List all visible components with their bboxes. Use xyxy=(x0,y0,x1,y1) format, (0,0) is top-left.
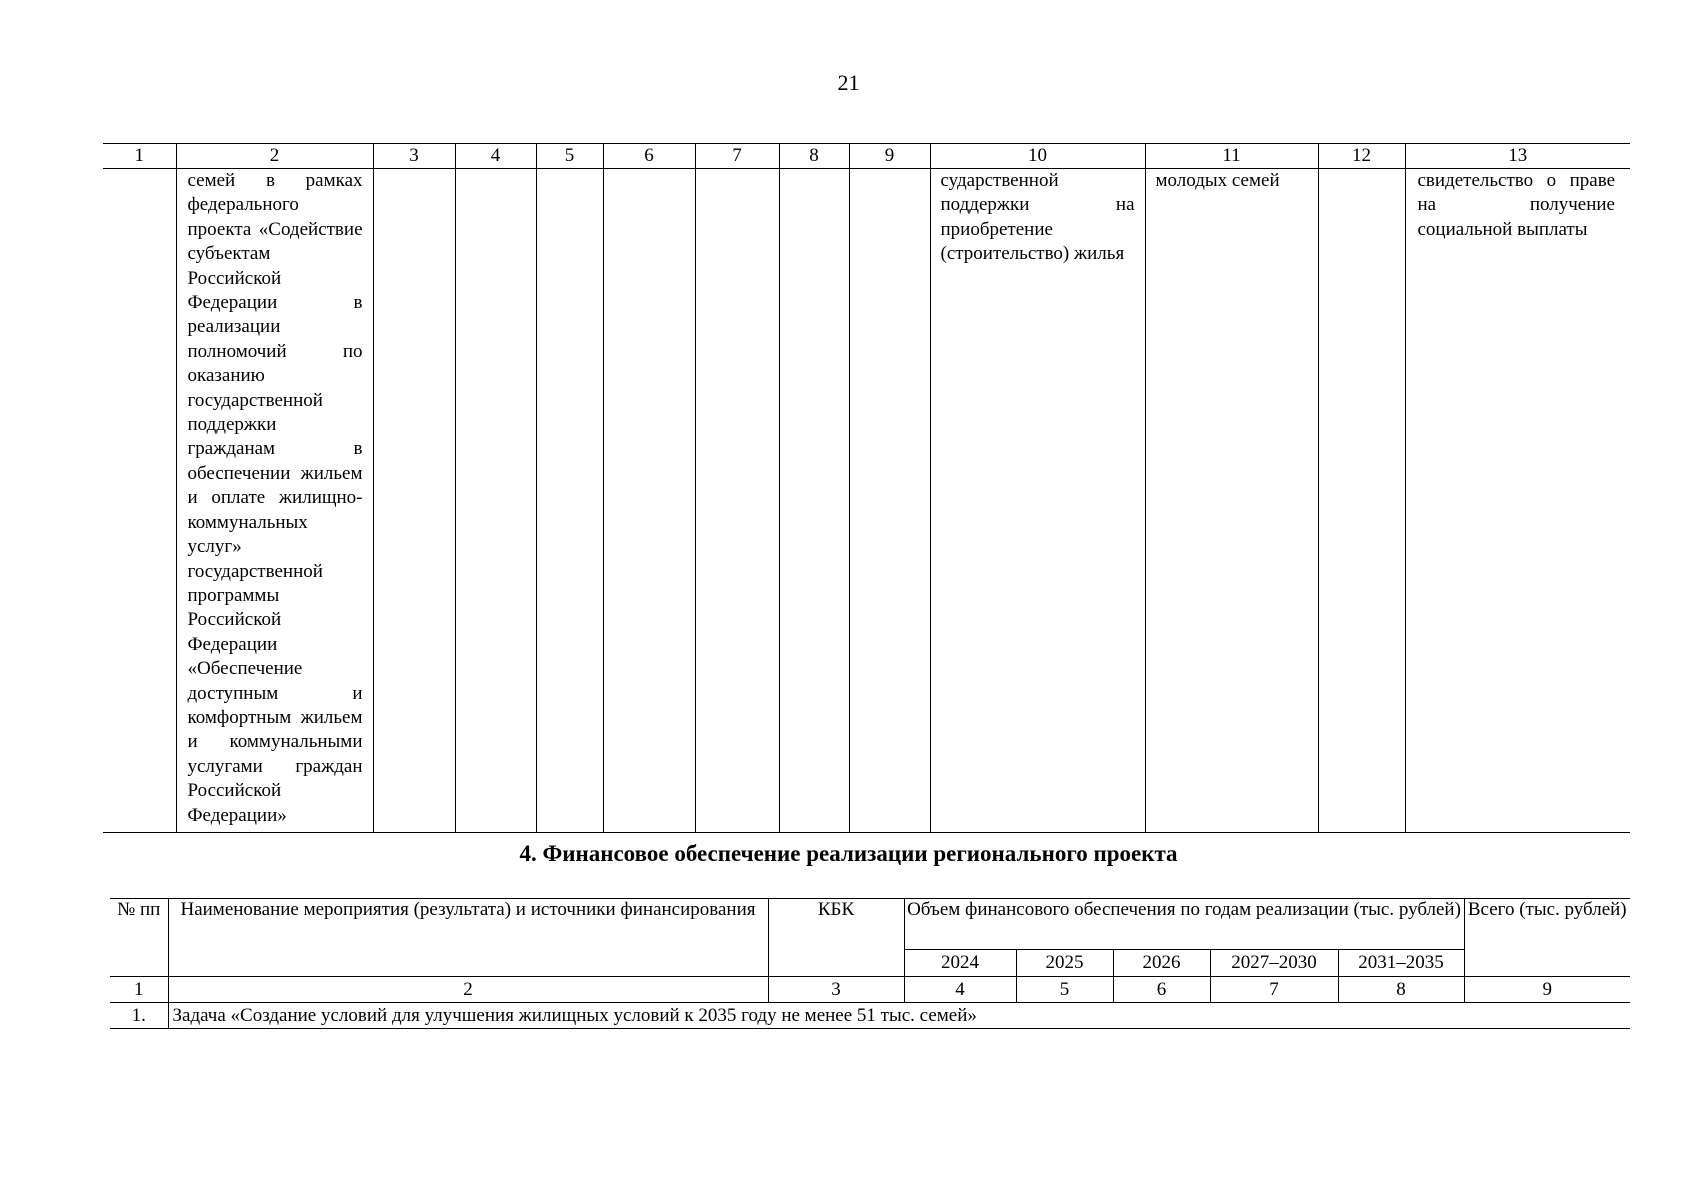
column-number: 6 xyxy=(603,144,695,169)
total-header: Всего (тыс. рублей) xyxy=(1464,899,1630,977)
year-header: 2031–2035 xyxy=(1338,950,1464,977)
continuation-table xyxy=(103,143,1630,833)
year-header: 2025 xyxy=(1016,950,1113,977)
column-number: 8 xyxy=(779,144,849,169)
column-number: 1 xyxy=(110,977,168,1003)
table-cell xyxy=(849,169,930,833)
column-number: 4 xyxy=(455,144,536,169)
column-number: 5 xyxy=(1016,977,1113,1003)
column-number: 8 xyxy=(1338,977,1464,1003)
table-cell xyxy=(603,169,695,833)
task-text: Задача «Создание условий для улучшения жилищных условий к 2035 году не менее 51 тыс. семей» xyxy=(168,1003,1630,1029)
column-number: 9 xyxy=(849,144,930,169)
table-header-row xyxy=(110,899,1630,950)
volume-header: Объем финансового обеспечения по годам реализации (тыс. рублей) xyxy=(904,899,1464,950)
task-number: 1. xyxy=(110,1003,168,1029)
page-number: 21 xyxy=(837,70,860,95)
column-number: 12 xyxy=(1318,144,1405,169)
table-row xyxy=(103,169,1630,833)
table-cell xyxy=(373,169,455,833)
column-number: 2 xyxy=(176,144,373,169)
table-cell xyxy=(455,169,536,833)
section-title: 4. Финансовое обеспечение реализации регионального проекта xyxy=(519,841,1178,866)
column-number: 2 xyxy=(168,977,768,1003)
table-cell xyxy=(536,169,603,833)
year-header: 2027–2030 xyxy=(1210,950,1338,977)
column-number-row xyxy=(110,977,1630,1003)
kbk-header: КБК xyxy=(768,899,904,977)
support-description-cell: сударственной поддержки на приобретение (строительство) жилья xyxy=(930,169,1145,833)
document-cell: свидетельство о праве на получение социальной выплаты xyxy=(1405,169,1630,833)
column-number: 1 xyxy=(103,144,176,169)
table-cell xyxy=(779,169,849,833)
task-row xyxy=(110,1003,1630,1029)
column-number: 3 xyxy=(373,144,455,169)
name-header: Наименование мероприятия (результата) и источники финансирования xyxy=(168,899,768,977)
year-header: 2026 xyxy=(1113,950,1210,977)
table-cell xyxy=(103,169,176,833)
number-header: № пп xyxy=(110,899,168,977)
column-number: 11 xyxy=(1145,144,1318,169)
project-description-cell: семей в рамках федерального проекта «Содействие субъектам Российской Федерации в реализации полномочий по оказанию государственной поддержки гражданам в обеспечении жильем и оплате жилищно-коммунальных услуг» государственной программы Российской Федерации «Обеспечение доступным и комфортным жильем и коммунальными услугами граждан Российской Федерации» xyxy=(176,169,373,833)
column-number: 10 xyxy=(930,144,1145,169)
column-number: 7 xyxy=(695,144,779,169)
column-number: 6 xyxy=(1113,977,1210,1003)
table-cell xyxy=(695,169,779,833)
year-header: 2024 xyxy=(904,950,1016,977)
table-header-row xyxy=(103,144,1630,169)
column-number: 5 xyxy=(536,144,603,169)
column-number: 7 xyxy=(1210,977,1338,1003)
column-number: 9 xyxy=(1464,977,1630,1003)
column-number: 3 xyxy=(768,977,904,1003)
column-number: 4 xyxy=(904,977,1016,1003)
table-cell xyxy=(1318,169,1405,833)
financial-table xyxy=(110,898,1630,1029)
recipients-cell: молодых семей xyxy=(1145,169,1318,833)
column-number: 13 xyxy=(1405,144,1630,169)
